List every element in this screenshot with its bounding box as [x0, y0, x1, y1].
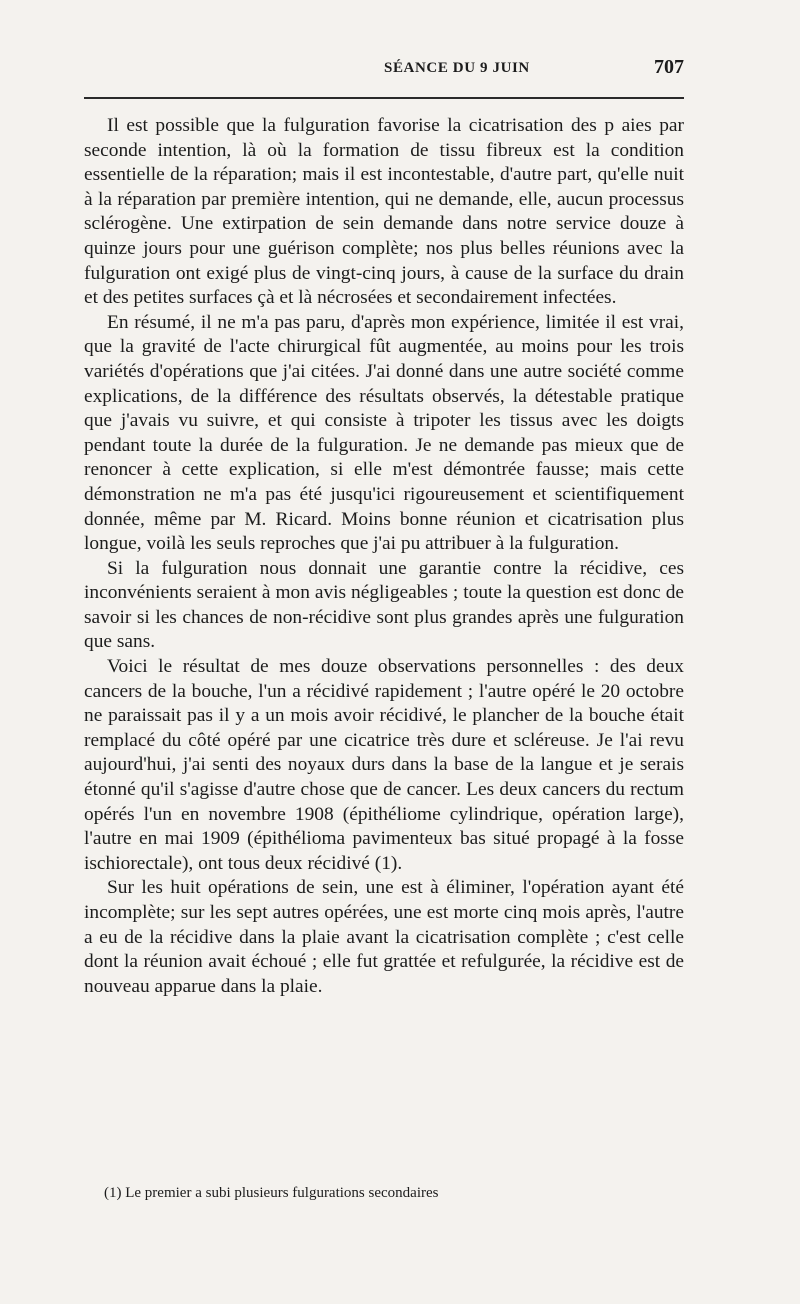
paragraph: Il est possible que la fulguration favorise la cicatrisation des p aies par seconde intention, là où la formation de tissu fibreux est la condition essentielle de la réparation; mais il est incontestable, d'autre part, qu'elle nuit à la réparation par première intention, qui ne demande, elle, aucun processus sclérogène. Une extirpation de sein demande dans notre service douze à quinze jours pour une guérison complète; nos plus belles réunions avec la fulguration ont exigé plus de vingt-cinq jours, à cause de la surface du drain et des petites surfaces çà et là nécrosées et secondairement infectées. [84, 115, 684, 309]
paragraph: Voici le résultat de mes douze observations personnelles : des deux cancers de la bouche, l'un a récidivé rapidement ; l'autre opéré le 20 octobre ne paraissait pas il y a un mois avoir récidivé, le plancher de la bouche était remplacé du côté opéré par une cicatrice très dure et scléreuse. Je l'ai revu aujourd'hui, j'ai senti des noyaux durs dans la base de la langue et je serais étonné qu'il s'agisse d'autre chose que de cancer. Les deux cancers du rectum opérés l'un en novembre 1908 (épithéliome cylindrique, opération large), l'autre en mai 1909 (épithélioma pavimenteux bas situé propagé à la fosse ischiorectale), ont tous deux récidivé (1). [84, 656, 684, 874]
footnote: (1) Le premier a subi plusieurs fulgurations secondaires [104, 1185, 439, 1201]
running-header [84, 58, 684, 86]
paragraph: Sur les huit opérations de sein, une est à éliminer, l'opération ayant été incomplète; sur les sept autres opérées, une est morte cinq mois après, l'autre a eu de la récidive dans la plaie avant la cicatrisation complète ; c'est celle dont la réunion avait échoué ; elle fut grattée et refulgurée, la récidive est de nouveau apparue dans la plaie. [84, 877, 684, 997]
header-rule [84, 97, 684, 99]
page-number: 707 [654, 56, 684, 78]
paragraph: En résumé, il ne m'a pas paru, d'après mon expérience, limitée il est vrai, que la gravité de l'acte chirurgical fût augmentée, au moins pour les trois variétés d'opérations que j'ai citées. J'ai donné dans une autre société comme explications, de la différence des résultats observés, la détestable pratique que j'avais vu suivre, et qui consiste à tripoter les tissus avec les doigts pendant toute la durée de la fulguration. Je ne demande pas mieux que de renoncer à cette explication, si elle m'est démontrée fausse; mais cette démonstration ne m'a pas été jusqu'ici rigoureusement et scientifiquement donnée, même par M. Ricard. Moins bonne réunion et cicatrisation plus longue, voilà les seuls reproches que j'ai pu attribuer à la fulguration. [84, 311, 684, 555]
paragraph: Si la fulguration nous donnait une garantie contre la récidive, ces inconvénients seraient à mon avis négligeables ; toute la question est donc de savoir si les chances de non-récidive sont plus grandes après une fulguration que sans. [84, 557, 684, 653]
body-text [84, 114, 684, 999]
header-title: SÉANCE DU 9 JUIN [384, 60, 530, 76]
